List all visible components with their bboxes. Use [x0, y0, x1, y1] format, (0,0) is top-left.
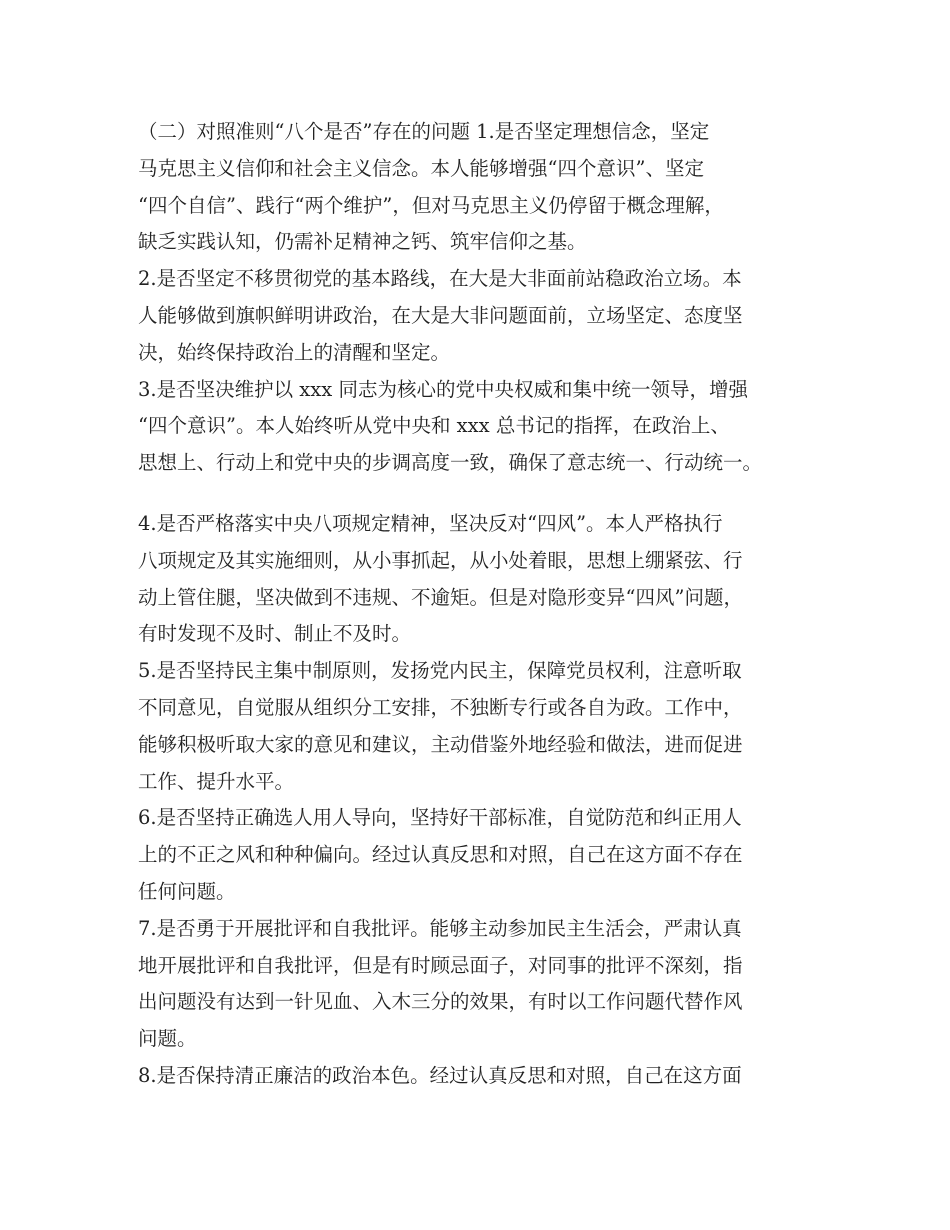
text-line: 任何问题。: [138, 879, 236, 903]
text-line: 8.是否保持清正廉洁的政治本色。经过认真反思和对照，自己在这方面: [138, 1063, 742, 1087]
text-line: 3.是否坚决维护以 xxx 同志为核心的党中央权威和集中统一领导，增强: [138, 377, 748, 401]
text-line: 工作、提升水平。: [138, 769, 295, 793]
text-line: 有时发现不及时、制止不及时。: [138, 622, 412, 646]
text-line: （二）对照准则“八个是否”存在的问题 1.是否坚定理想信念，坚定: [138, 120, 710, 143]
text-line: 决，始终保持政治上的清醒和坚定。: [138, 340, 451, 364]
text-block-first: [138, 114, 828, 482]
text-line: 马克思主义信仰和社会主义信念。本人能够增强“四个意识”、坚定: [138, 156, 704, 180]
text-line: 不同意见，自觉服从组织分工安排，不独断专行或各自为政。工作中，: [138, 695, 743, 719]
text-line: 出问题没有达到一针见血、入木三分的效果，有时以工作问题代替作风: [138, 990, 743, 1014]
text-line: “四个意识”。本人始终听从党中央和 xxx 总书记的指挥，在政治上、: [138, 414, 730, 438]
text-line: 缺乏实践认知，仍需补足精神之钙、筑牢信仰之基。: [138, 230, 587, 254]
text-line: 问题。: [138, 1027, 197, 1051]
text-line: 7.是否勇于开展批评和自我批评。能够主动参加民主生活会，严肃认真: [138, 916, 742, 940]
text-line: 地开展批评和自我批评，但是有时顾忌面子，对同事的批评不深刻，指: [138, 953, 743, 977]
text-line: 动上管住腿，坚决做到不违规、不逾矩。但是对隐形变异“四风”问题，: [138, 585, 743, 609]
text-line: 思想上、行动上和党中央的步调高度一致，确保了意志统一、行动统一。: [138, 451, 763, 475]
text-line: 5.是否坚持民主集中制原则，发扬党内民主，保障党员权利，注意听取: [138, 659, 742, 683]
text-line: 能够积极听取大家的意见和建议，主动借鉴外地经验和做法，进而促进: [138, 732, 743, 756]
text-line: 2.是否坚定不移贯彻党的基本路线，在大是大非面前站稳政治立场。本: [138, 267, 742, 291]
text-line: 人能够做到旗帜鲜明讲政治，在大是大非问题面前，立场坚定、态度坚: [138, 303, 743, 327]
text-line: 上的不正之风和种种偏向。经过认真反思和对照，自己在这方面不存在: [138, 843, 743, 867]
text-line: 八项规定及其实施细则，从小事抓起，从小处着眼，思想上绷紧弦、行: [138, 548, 743, 572]
text-block-second: [138, 506, 828, 1095]
text-line: 4.是否严格落实中央八项规定精神，坚决反对“四风”。本人严格执行: [138, 512, 723, 535]
text-line: 6.是否坚持正确选人用人导向，坚持好干部标准，自觉防范和纠正用人: [138, 806, 742, 830]
text-line: “四个自信”、践行“两个维护”，但对马克思主义仍停留于概念理解，: [138, 193, 724, 217]
